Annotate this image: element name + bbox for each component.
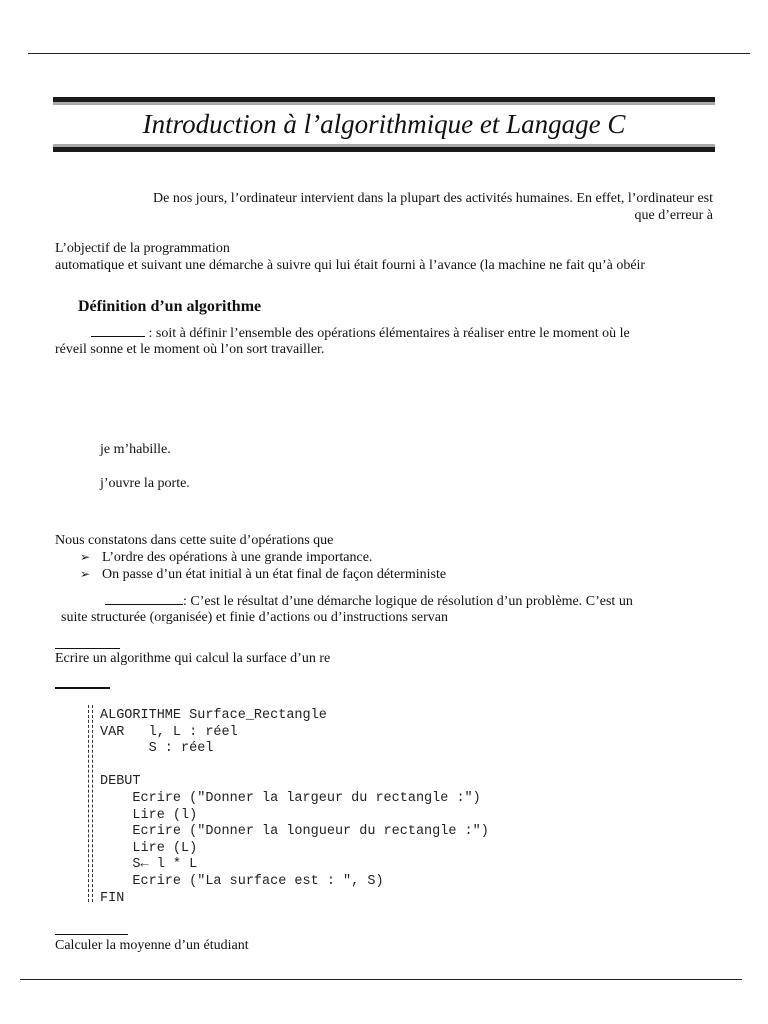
code-line: Lire (L): [100, 840, 198, 856]
definition-line2: suite structurée (organisée) et finie d’actions ou d’instructions servan: [61, 610, 448, 625]
footer-rule: [20, 979, 742, 980]
exercise-1: Ecrire un algorithme qui calcul la surface d’un re: [55, 651, 331, 666]
step-item: je m’habille.: [100, 442, 171, 457]
para2-line2: automatique et suivant une démarche à suivre qui lui était fourni à l’avance (la machine ne fait qu’à obéir: [55, 258, 646, 273]
bullet-text: L’ordre des opérations à une grande importance.: [102, 550, 373, 565]
code-line: [100, 758, 489, 775]
code-line: ALGORITHME Surface_Rectangle: [100, 708, 327, 723]
title-border-bottom: [53, 147, 715, 152]
code-line: S← l * L: [100, 857, 198, 873]
blank-placeholder: [105, 592, 183, 605]
code-line: Ecrire ("Donner la longueur du rectangle :"): [100, 824, 489, 840]
header-rule: [28, 53, 750, 54]
code-line: FIN: [100, 890, 125, 906]
code-line: VAR l, L : réel: [100, 724, 238, 740]
para3-line1-text: : soit à définir l’ensemble des opérations élémentaires à réaliser entre le moment où le: [145, 326, 630, 341]
arrowhead-bullet-icon: ➢: [80, 567, 91, 581]
para2-line1: L’objectif de la programmation: [55, 241, 230, 256]
blank-placeholder: [91, 324, 145, 337]
code-line: DEBUT: [100, 774, 141, 790]
observation-intro: Nous constatons dans cette suite d’opérations que: [55, 533, 334, 548]
title-border-top-shade: [53, 102, 715, 105]
bullet-text: On passe d’un état initial à un état final de façon déterministe: [102, 567, 447, 582]
code-line: Ecrire ("La surface est : ", S): [100, 873, 384, 889]
step-item: j’ouvre la porte.: [100, 476, 190, 491]
algorithm-code-block: [100, 708, 489, 907]
code-line: Ecrire ("Donner la largeur du rectangle :"): [100, 790, 481, 806]
para3-line1: [55, 324, 713, 342]
arrowhead-bullet-icon: ➢: [80, 550, 91, 564]
section-heading: Définition d’un algorithme: [78, 298, 262, 315]
bullet-item: [80, 566, 446, 583]
label-placeholder-line: [55, 636, 120, 649]
definition-line1-text: : C’est le résultat d’une démarche logique de résolution d’un problème. C’est un: [183, 594, 633, 609]
para3-line2: réveil sonne et le moment où l’on sort travailler.: [55, 342, 325, 357]
bullet-item: [80, 549, 372, 566]
code-margin-line: [88, 705, 90, 902]
exercise-2: Calculer la moyenne d’un étudiant: [55, 938, 249, 953]
definition-line1: [55, 592, 706, 610]
code-line: Lire (l): [100, 807, 198, 823]
code-line: S : réel: [100, 741, 214, 757]
code-margin-line: [92, 705, 94, 902]
para1-line1: De nos jours, l’ordinateur intervient dans la plupart des activités humaines. En effet, l’ordinateur est: [153, 191, 713, 206]
solution-label-underline: [55, 687, 110, 689]
label-placeholder-line: [55, 922, 128, 935]
document-title: Introduction à l’algorithmique et Langage C: [142, 109, 626, 139]
para1-line2: que d’erreur à: [634, 208, 713, 223]
